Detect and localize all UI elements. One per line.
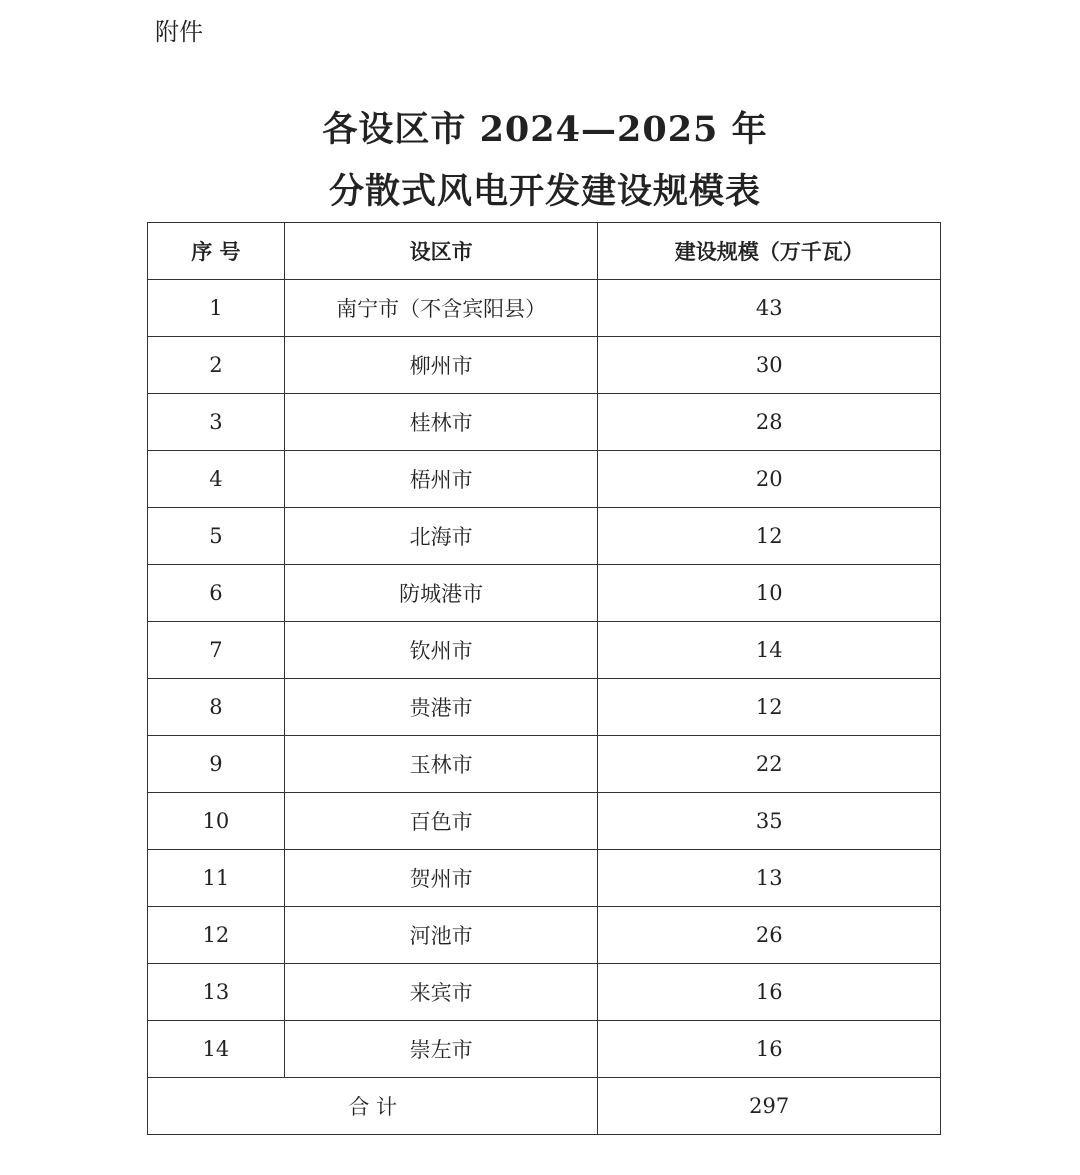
attachment-label: 附件	[155, 18, 203, 46]
total-row	[148, 1078, 941, 1135]
row-scale: 10	[598, 565, 941, 622]
row-index: 11	[148, 850, 285, 907]
row-city: 柳州市	[284, 337, 598, 394]
row-scale: 43	[598, 280, 941, 337]
total-label: 合 计	[148, 1078, 598, 1135]
table-row	[148, 1021, 941, 1078]
row-city: 贵港市	[284, 679, 598, 736]
row-scale: 22	[598, 736, 941, 793]
row-index: 12	[148, 907, 285, 964]
row-city: 防城港市	[284, 565, 598, 622]
table-row	[148, 736, 941, 793]
row-index: 2	[148, 337, 285, 394]
table-row	[148, 508, 941, 565]
table-header-row	[148, 223, 941, 280]
row-scale: 16	[598, 964, 941, 1021]
table-row	[148, 907, 941, 964]
row-city: 北海市	[284, 508, 598, 565]
row-scale: 20	[598, 451, 941, 508]
row-scale: 28	[598, 394, 941, 451]
row-city: 贺州市	[284, 850, 598, 907]
row-scale: 14	[598, 622, 941, 679]
table-row	[148, 451, 941, 508]
row-scale: 30	[598, 337, 941, 394]
row-index: 3	[148, 394, 285, 451]
row-index: 5	[148, 508, 285, 565]
row-index: 10	[148, 793, 285, 850]
table-row	[148, 793, 941, 850]
row-city: 百色市	[284, 793, 598, 850]
row-city: 崇左市	[284, 1021, 598, 1078]
row-scale: 12	[598, 508, 941, 565]
table-row	[148, 280, 941, 337]
header-scale: 建设规模（万千瓦）	[598, 223, 941, 280]
row-city: 来宾市	[284, 964, 598, 1021]
row-index: 9	[148, 736, 285, 793]
row-city: 南宁市（不含宾阳县）	[284, 280, 598, 337]
row-scale: 26	[598, 907, 941, 964]
row-index: 7	[148, 622, 285, 679]
row-scale: 16	[598, 1021, 941, 1078]
table-row	[148, 850, 941, 907]
row-city: 桂林市	[284, 394, 598, 451]
row-scale: 13	[598, 850, 941, 907]
row-index: 1	[148, 280, 285, 337]
row-index: 13	[148, 964, 285, 1021]
row-city: 钦州市	[284, 622, 598, 679]
header-index: 序 号	[148, 223, 285, 280]
row-index: 6	[148, 565, 285, 622]
title-line-2: 分散式风电开发建设规模表	[328, 171, 761, 212]
row-city: 玉林市	[284, 736, 598, 793]
row-index: 4	[148, 451, 285, 508]
title-line-1: 各设区市 2024—2025 年	[322, 109, 768, 150]
row-city: 梧州市	[284, 451, 598, 508]
total-value: 297	[598, 1078, 941, 1135]
table-row	[148, 394, 941, 451]
table-row	[148, 964, 941, 1021]
header-city: 设区市	[284, 223, 598, 280]
row-city: 河池市	[284, 907, 598, 964]
row-scale: 35	[598, 793, 941, 850]
row-scale: 12	[598, 679, 941, 736]
wind-power-scale-table	[147, 222, 941, 1135]
row-index: 8	[148, 679, 285, 736]
row-index: 14	[148, 1021, 285, 1078]
table-row	[148, 565, 941, 622]
table-row	[148, 337, 941, 394]
table-row	[148, 622, 941, 679]
table-row	[148, 679, 941, 736]
